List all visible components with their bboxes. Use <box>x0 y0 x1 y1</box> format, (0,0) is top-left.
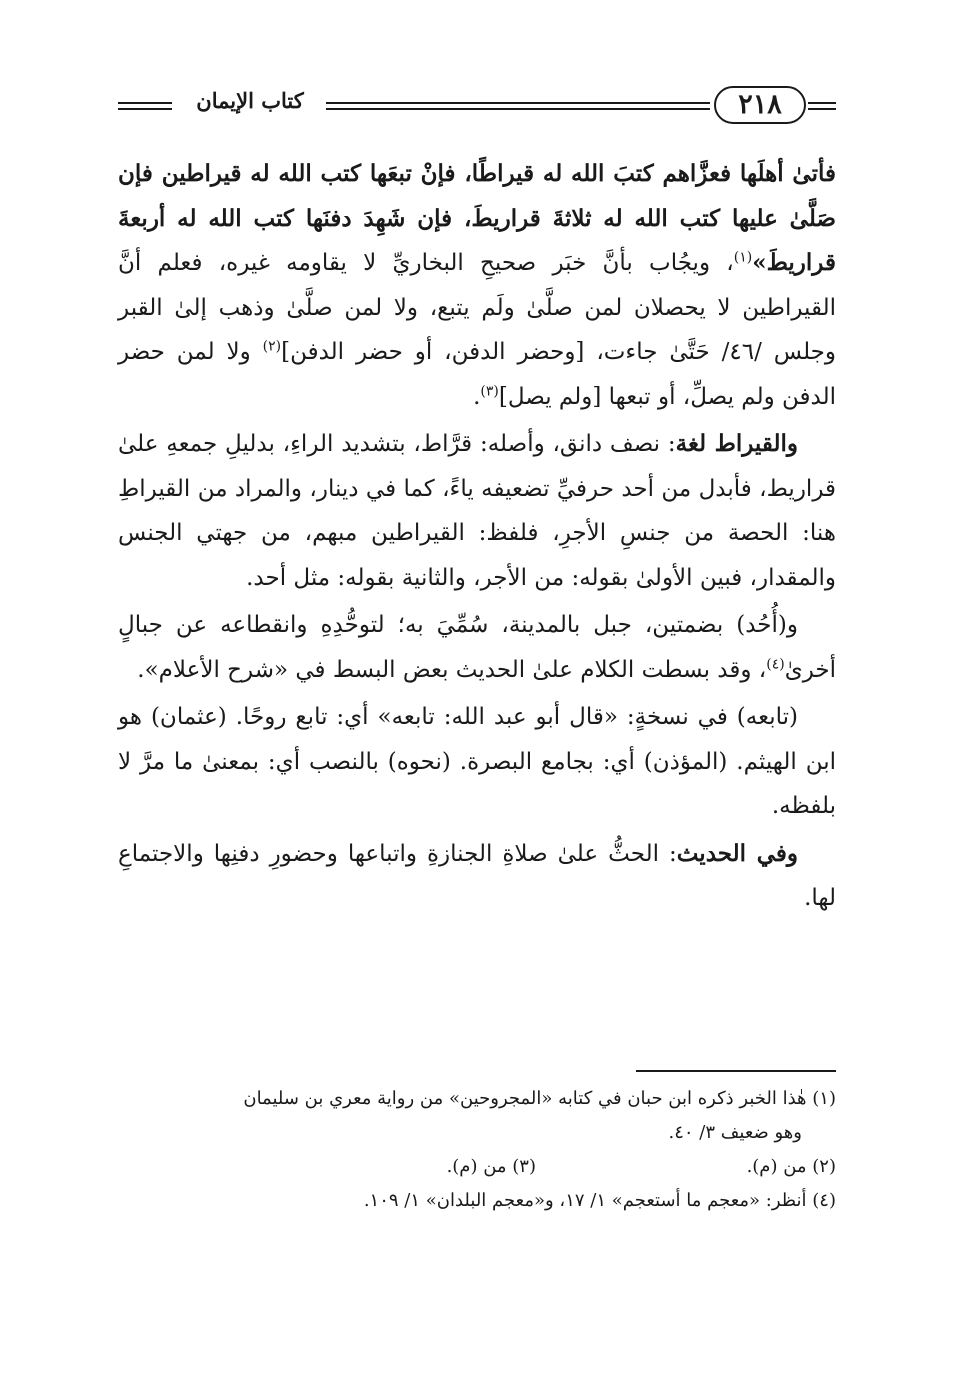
paragraph-4-text: (تابعه) في نسخةٍ: «قال أبو عبد الله: تابعه» أي: تابع روحًا. (عثمان) هو ابن الهيثم. (المؤذن) أي: بجامع البصرة. (نحوه) بالنصب أي: بمعنىٰ ما مرَّ لا بلفظه. <box>118 704 836 819</box>
paragraph-5 <box>118 832 836 921</box>
qirat-heading: والقيراط لغة <box>675 430 799 457</box>
footnote-separator <box>636 1070 836 1072</box>
paragraph-4 <box>118 695 836 829</box>
header-rule-right-bottom <box>808 108 836 110</box>
footnote-ref-2: (٢) <box>262 338 282 355</box>
page-header <box>118 84 836 130</box>
paragraph-3 <box>118 603 836 692</box>
header-rule-left-bottom <box>118 108 172 110</box>
hadith-quote: فأتىٰ أهلَها فعزَّاهم كتبَ الله له قيراطًا، فإنْ تبعَها كتب الله له قيراطين فإن صَلَّىٰ عليها كتب الله له ثلاثةَ قراريطَ، فإن شَهِدَ دفنَها كتب الله له أربعةَ قراريطَ» <box>118 160 836 276</box>
main-text <box>118 152 836 921</box>
paragraph-1 <box>118 152 836 419</box>
page-number-badge: ٢١٨ <box>714 86 806 124</box>
paragraph-1-text-a: ، ويجُاب بأنَّ خبَر صحيحِ البخاريِّ لا يقاومه غيره، فعلم أنَّ القيراطين لا يحصلان لمن صلَّىٰ ولَم يتبع، ولا لمن صلَّىٰ وذهب إلىٰ القبر وجلس /٤٦/ حَتَّىٰ جاءت، [وحضر الدفن، أو حضر الدفن] <box>118 250 837 365</box>
header-rule-right-top <box>808 102 836 104</box>
footnote-row-2-3 <box>118 1150 836 1184</box>
paragraph-1-text-c: . <box>473 383 481 410</box>
paragraph-5-text: : الحثُّ علىٰ صلاةِ الجنازةِ واتباعها وحضورِ دفنِها والاجتماعِ لها. <box>118 840 836 911</box>
hadith-lesson-heading: وفي الحديث <box>676 839 798 867</box>
paragraph-2-text: : نصف دانق، وأصله: قرَّاط، بتشديد الراءِ، بدليلِ جمعهِ علىٰ قراريط، فأبدل من أحد حرفيِّ تضعيفه ياءً، كما في دينار، والمراد من القيراطِ هنا: الحصة من جنسِ الأجرِ، فلفظ: القيراطين مبهم، من جهتي الجنس والمقدار، فبين الأولىٰ بقوله: من الأجر، والثانية بقوله: مثل أحد. <box>118 431 836 591</box>
header-rule-middle-top <box>326 102 710 104</box>
header-rule-middle-bottom <box>326 108 710 110</box>
footnote-ref-4: (٤) <box>766 655 785 672</box>
footnote-ref-3: (٣) <box>480 382 499 399</box>
paragraph-2 <box>118 422 836 600</box>
footnote-4: (٤) أنظر: «معجم ما أستعجم» ١/ ١٧، و«معجم البلدان» ١/ ١٠٩. <box>363 1190 836 1211</box>
footnote-1-line-1: (١) هٰذا الخبر ذكره ابن حبان في كتابه «المجروحين» من رواية معري بن سليمان <box>243 1088 836 1109</box>
book-title: كتاب الإيمان <box>196 88 304 113</box>
paragraph-3-text-b: ، وقد بسطت الكلام علىٰ الحديث بعض البسط في «شرح الأعلام». <box>137 656 767 683</box>
footnotes <box>118 1082 836 1218</box>
footnote-2: (٢) من (م). <box>746 1156 836 1177</box>
paragraph-1-text-b: ولا لمن حضر الدفن ولم يصلِّ، أو تبعها [ولم يصل] <box>118 339 836 410</box>
footnote-ref-1: (١) <box>733 249 753 266</box>
footnote-3: (٣) من (م). <box>446 1156 536 1177</box>
paragraph-3-text-a: و(أُحُد) بضمتين، جبل بالمدينة، سُمِّيَ به؛ لتوحُّدِهِ وانقطاعه عن جبالٍ أخرىٰ <box>118 612 836 683</box>
header-rule-left-top <box>118 102 172 104</box>
footnote-1-line-2: وهو ضعيف ٣/ ٤٠. <box>668 1122 802 1143</box>
